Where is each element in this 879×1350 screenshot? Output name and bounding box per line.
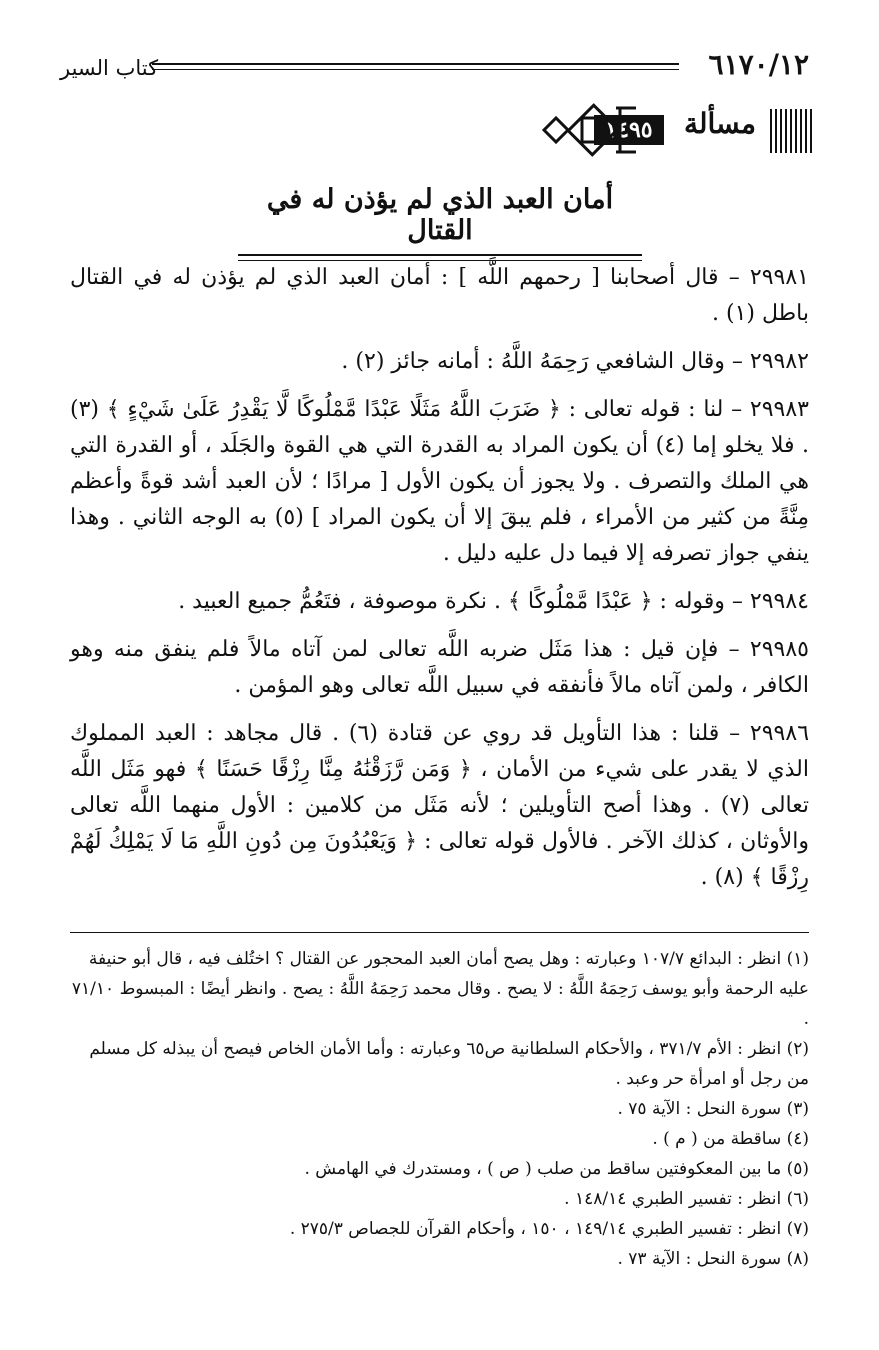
banner-label: مسألة [683, 107, 756, 140]
chapter-title-block [238, 184, 642, 261]
main-text [70, 260, 809, 908]
footnote-5: (٥) ما بين المعكوفتين ساقط من صلب ( ص ) ، ومستدرك في الهامش . [304, 1159, 809, 1179]
footnote-3: (٣) سورة النحل : الآية ٧٥ . [617, 1099, 809, 1119]
paragraph-29983: ٢٩٩٨٣ – لنا : قوله تعالى : ﴿ ضَرَبَ اللَّهُ مَثَلًا عَبْدًا مَّمْلُوكًا لَّا يَقْدِرُ عَلَىٰ شَيْءٍ ﴾ (٣) . فلا يخلو إما (٤) أن يكون المراد به القدرة التي هي القوة والجَلَد ، أو القدرة التي هي الملك والتصرف . ولا يجوز أن يكون الأول [ مرادًا ؛ لأن العبد أشد قوةً وأعظم مِنَّةً من كثير من الأمراء ، فلم يبقَ إلا أن يكون المراد ] (٥) به الوجه الثاني . وهذا ينفي جواز تصرفه إلا فيما دل عليه دليل . [70, 397, 810, 566]
footnote-7: (٧) انظر : تفسير الطبري ١٤٩/١٤ ، ١٥٠ ، وأحكام القرآن للجصاص ٢٧٥/٣ . [289, 1219, 809, 1239]
footnotes [70, 944, 809, 1274]
ornament-icon [536, 100, 644, 160]
footnote-1: (١) انظر : البدائع ١٠٧/٧ وعبارته : وهل يصح أمان العبد المحجور عن القتال ؟ اختُلف فيه ، قال أبو حنيفة عليه الرحمة وأبو يوسف رَحِمَهُ اللَّهُ : لا يصح . وقال محمد رَحِمَهُ اللَّهُ : يصح . وانظر أيضًا : المبسوط ٧١/١٠ . [71, 949, 809, 1029]
header-rule [152, 63, 679, 65]
footnote-4: (٤) ساقطة من ( م ) . [652, 1129, 809, 1149]
book-title: كتاب السير [60, 56, 159, 80]
footnote-separator [70, 932, 809, 933]
paragraph-29986: ٢٩٩٨٦ – قلنا : هذا التأويل قد روي عن قتادة (٦) . قال مجاهد : العبد المملوك الذي لا يقدر على شيء من الأمان ، ﴿ وَمَن رَّزَقْنَٰهُ مِنَّا رِزْقًا حَسَنًا ﴾ فهو مَثَل اللَّه تعالى (٧) . وهذا أصح التأويلين ؛ لأنه مَثَل من كلامين : الأول منهما اللَّه تعالى والأوثان ، كذلك الآخر . فالأول قوله تعالى : ﴿ وَيَعْبُدُونَ مِن دُونِ اللَّهِ مَا لَا يَمْلِكُ لَهُمْ رِزْقًا ﴾ (٨) . [70, 721, 810, 890]
running-header [60, 48, 809, 88]
footnote-6: (٦) انظر : تفسير الطبري ١٤٨/١٤ . [564, 1189, 809, 1209]
paragraph-29981: ٢٩٩٨١ – قال أصحابنا [ رحمهم اللَّه ] : أمان العبد الذي لم يؤذن له في القتال باطل (١) . [70, 265, 809, 326]
page-reference: ٦١٧٠/١٢ [708, 48, 809, 81]
title-rule [238, 254, 642, 256]
footnote-8: (٨) سورة النحل : الآية ٧٣ . [617, 1249, 809, 1269]
banner-number: ١٤٩٥ [594, 115, 664, 145]
paragraph-29982: ٢٩٩٨٢ – وقال الشافعي رَحِمَهُ اللَّهُ : أمانه جائز (٢) . [341, 349, 809, 374]
header-rule-thin [152, 69, 679, 70]
chapter-title: أمان العبد الذي لم يؤذن له في القتال [266, 184, 614, 246]
footnote-2: (٢) انظر : الأم ٣٧١/٧ ، والأحكام السلطانية ص٦٥ وعبارته : وأما الأمان الخاص فيصح أن يبذله كل مسلم من رجل أو امرأة حر وعبد . [89, 1039, 809, 1089]
banner-stripes [770, 109, 814, 153]
paragraph-29985: ٢٩٩٨٥ – فإن قيل : هذا مَثَل ضربه اللَّه تعالى لمن آتاه مالاً فلم ينفق منه وهو الكافر ، ولمن آتاه مالاً فأنفقه في سبيل اللَّه تعالى وهو المؤمن . [70, 637, 809, 698]
paragraph-29984: ٢٩٩٨٤ – وقوله : ﴿ عَبْدًا مَّمْلُوكًا ﴾ . نكرة موصوفة ، فتَعُمُّ جميع العبيد . [178, 589, 809, 614]
